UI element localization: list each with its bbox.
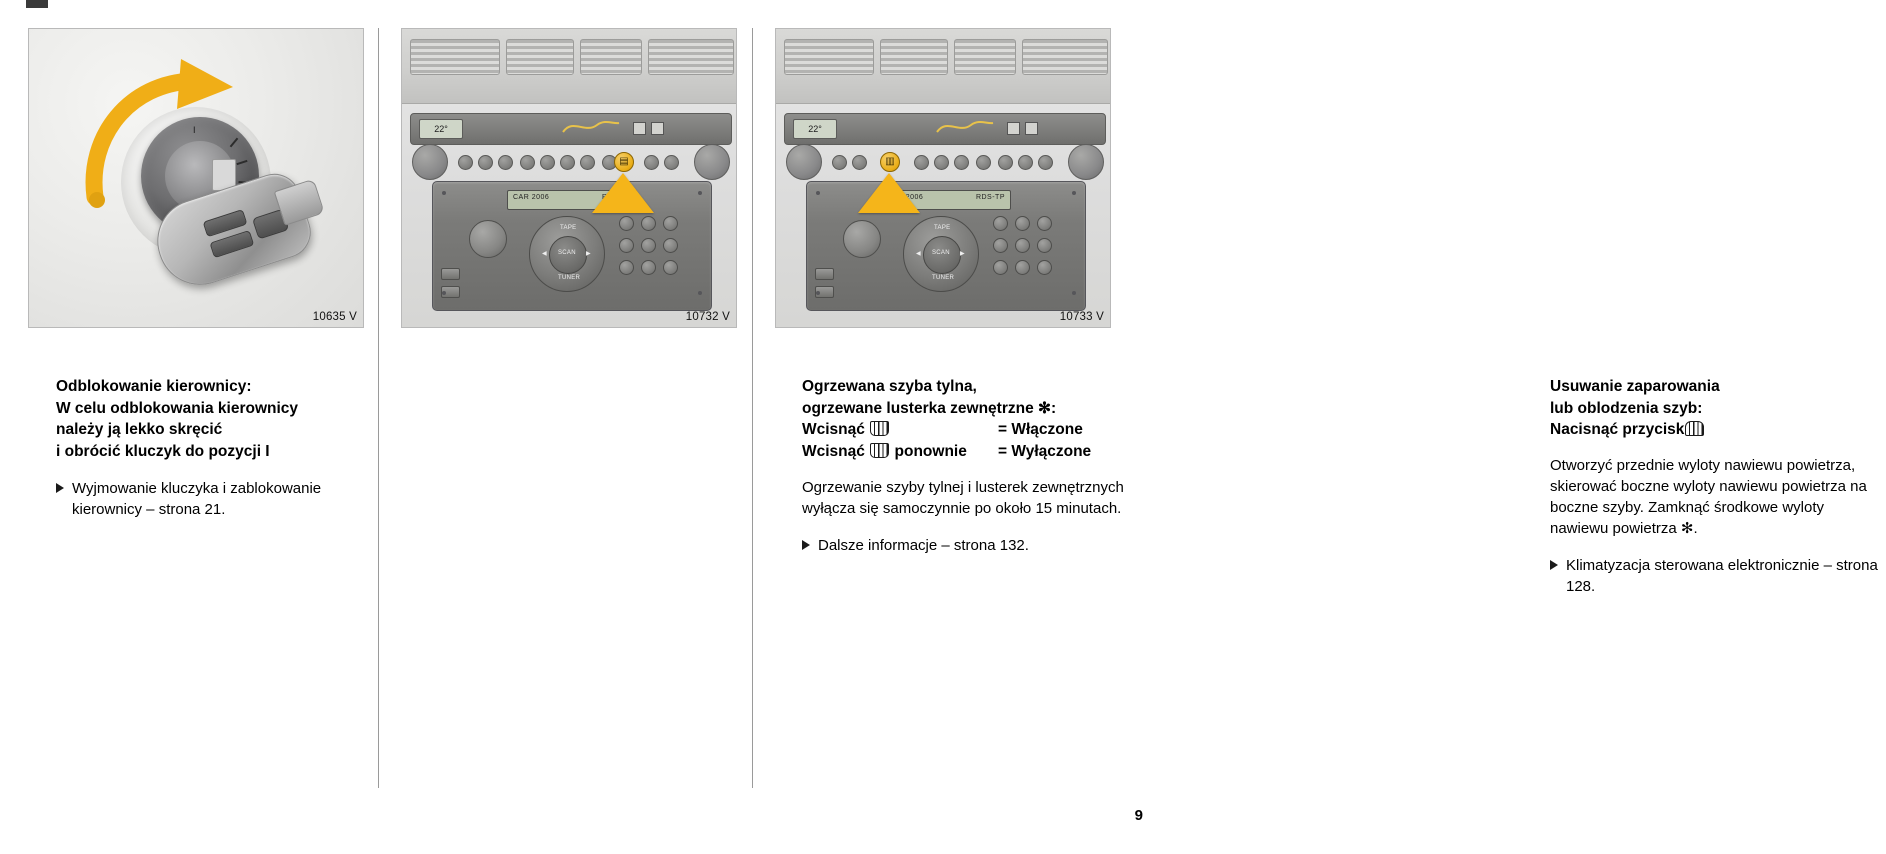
cross-reference-1-text: Wyjmowanie kluczyka i zablokowanie kierownicy – strona 21. bbox=[72, 480, 322, 518]
operation-row-off-value: = Wyłączone bbox=[998, 443, 1092, 460]
paragraph-3: Otworzyć przednie wyloty nawiewu powietrza, skierować boczne wyloty nawiewu powietrza na boczne szyby. Zamknąć środkowe wyloty nawiewu powietrza ✻. bbox=[1550, 456, 1867, 537]
console-dot-2 bbox=[442, 291, 446, 295]
radio-preset-3 bbox=[663, 216, 678, 231]
climate-button-4 bbox=[934, 155, 949, 170]
dashboard-top-panel bbox=[776, 29, 1110, 104]
steering-lock-key-figure bbox=[28, 28, 364, 328]
radio-preset-3 bbox=[1037, 216, 1052, 231]
heading-1-line-4: i obrócić kluczyk do pozycji I bbox=[56, 442, 270, 460]
radio-dial-label-tuner: TUNER bbox=[558, 275, 581, 281]
triangle-bullet-icon bbox=[802, 540, 810, 550]
rear-window-heating-button[interactable] bbox=[614, 152, 634, 172]
cross-reference-2-text: Dalsze informacje – strona 132. bbox=[818, 537, 1029, 554]
column-1 bbox=[28, 28, 364, 518]
heading-3-line-1: Usuwanie zaparowania bbox=[1550, 378, 1720, 395]
figure-code: 10732 V bbox=[685, 311, 730, 323]
radio-preset-8 bbox=[1015, 260, 1030, 275]
climate-knob-left bbox=[412, 144, 448, 180]
climate-button-6 bbox=[560, 155, 575, 170]
heading-1-line-2: W celu odblokowania kierownicy bbox=[56, 399, 299, 417]
air-vent-1 bbox=[410, 39, 500, 75]
radio-dial-prev-icon: ◀ bbox=[542, 251, 547, 257]
climate-temperature-display: 22° bbox=[419, 119, 463, 139]
cross-reference-2 bbox=[802, 535, 1138, 556]
climate-button-8 bbox=[1018, 155, 1033, 170]
climate-indicator-2 bbox=[1025, 122, 1038, 135]
radio-preset-8 bbox=[641, 260, 656, 275]
climate-button-3 bbox=[498, 155, 513, 170]
operation-row-off-key-text: Wcisnąć bbox=[802, 443, 865, 460]
radio-display-left-text: CAR 2006 bbox=[513, 194, 550, 201]
radio-dial-next-icon: ▶ bbox=[586, 251, 591, 257]
dashboard-top-panel bbox=[402, 29, 736, 104]
climate-knob-right bbox=[1068, 144, 1104, 180]
radio-preset-5 bbox=[641, 238, 656, 253]
radio-preset-grid bbox=[993, 216, 1067, 288]
operation-row-on-key bbox=[802, 419, 998, 441]
heading-3-line-2: lub oblodzenia szyb: bbox=[1550, 399, 1703, 417]
column-1-text bbox=[56, 376, 392, 520]
cross-reference-1 bbox=[56, 478, 392, 520]
climate-button-2 bbox=[852, 155, 867, 170]
radio-dial-label-tape: TAPE bbox=[934, 225, 951, 231]
radio-preset-6 bbox=[663, 238, 678, 253]
climate-button-9 bbox=[644, 155, 659, 170]
climate-indicator-1 bbox=[1007, 122, 1020, 135]
climate-knob-left bbox=[786, 144, 822, 180]
radio-dial-label-scan: SCAN bbox=[932, 250, 950, 256]
radio-eject-button bbox=[441, 268, 460, 280]
radio-display-left-text: CAR 2006 bbox=[887, 194, 924, 201]
operation-row-off-key bbox=[802, 441, 998, 463]
climate-button-9 bbox=[1038, 155, 1053, 170]
radio-preset-5 bbox=[1015, 238, 1030, 253]
climate-temperature-display: 22° bbox=[793, 119, 837, 139]
radio-volume-knob bbox=[469, 220, 507, 258]
air-vent-4 bbox=[648, 39, 734, 75]
airflow-wave-icon bbox=[935, 120, 995, 136]
operation-row-off-key-suffix: ponownie bbox=[894, 443, 967, 460]
radio-preset-4 bbox=[993, 238, 1008, 253]
windscreen-icon bbox=[1685, 421, 1704, 436]
page-number: 9 bbox=[1134, 807, 1143, 824]
windscreen-demist-console-figure bbox=[775, 28, 1111, 328]
radio-volume-knob bbox=[843, 220, 881, 258]
triangle-bullet-icon bbox=[56, 483, 64, 493]
console-dot-3 bbox=[1072, 191, 1076, 195]
climate-indicator-2 bbox=[651, 122, 664, 135]
heading-1 bbox=[56, 376, 392, 462]
radio-unit bbox=[432, 181, 712, 311]
console-dot-4 bbox=[698, 291, 702, 295]
climate-button-1 bbox=[832, 155, 847, 170]
operation-row-off bbox=[802, 441, 1138, 463]
climate-knob-right bbox=[694, 144, 730, 180]
climate-button-row bbox=[784, 143, 1104, 179]
radio-preset-9 bbox=[1037, 260, 1052, 275]
radio-unit bbox=[806, 181, 1086, 311]
climate-control-panel bbox=[410, 113, 732, 145]
radio-dial-prev-icon: ◀ bbox=[916, 251, 921, 257]
radio-preset-6 bbox=[1037, 238, 1052, 253]
radio-tuning-dial bbox=[529, 216, 605, 292]
cross-reference-3 bbox=[1550, 555, 1886, 597]
climate-control-panel bbox=[784, 113, 1106, 145]
heading-2-line-2: ogrzewane lusterka zewnętrzne ✻: bbox=[802, 399, 1057, 417]
climate-button-row bbox=[410, 143, 730, 179]
radio-preset-7 bbox=[619, 260, 634, 275]
climate-button-5 bbox=[540, 155, 555, 170]
corner-print-mark bbox=[26, 0, 48, 8]
radio-display-right-text: RDS-TP bbox=[601, 194, 631, 201]
heading-3 bbox=[1550, 376, 1886, 441]
radio-preset-1 bbox=[619, 216, 634, 231]
air-vent-1 bbox=[784, 39, 874, 75]
column-3-text bbox=[1550, 376, 1886, 597]
climate-button-7 bbox=[998, 155, 1013, 170]
radio-dial-label-tuner: TUNER bbox=[932, 275, 955, 281]
air-vent-3 bbox=[580, 39, 642, 75]
console-dot-4 bbox=[1072, 291, 1076, 295]
climate-button-6 bbox=[976, 155, 991, 170]
windscreen-icon: ▥ bbox=[885, 156, 895, 167]
air-vent-3 bbox=[954, 39, 1016, 75]
column-divider-2 bbox=[752, 28, 753, 788]
climate-button-5 bbox=[954, 155, 969, 170]
radio-preset-9 bbox=[663, 260, 678, 275]
radio-preset-4 bbox=[619, 238, 634, 253]
heading-1-line-3: należy ją lekko skręcić bbox=[56, 421, 223, 438]
air-vent-2 bbox=[506, 39, 574, 75]
climate-button-7 bbox=[580, 155, 595, 170]
radio-preset-7 bbox=[993, 260, 1008, 275]
dashboard-background bbox=[776, 29, 1110, 327]
operation-row-on bbox=[802, 419, 1138, 441]
air-vent-4 bbox=[1022, 39, 1108, 75]
climate-button-10 bbox=[664, 155, 679, 170]
heading-3-line-3-text: Nacisnąć przycisk bbox=[1550, 421, 1685, 438]
climate-indicator-1 bbox=[633, 122, 646, 135]
radio-preset-2 bbox=[1015, 216, 1030, 231]
console-dot-1 bbox=[816, 191, 820, 195]
paragraph-2: Ogrzewanie szyby tylnej i lusterek zewnętrznych wyłącza się samoczynnie po około 15 minutach. bbox=[802, 479, 1124, 517]
column-2-text bbox=[802, 376, 1138, 556]
radio-display-right-text: RDS-TP bbox=[975, 194, 1005, 201]
cross-reference-3-text: Klimatyzacja sterowana elektronicznie – strona 128. bbox=[1566, 556, 1878, 595]
radio-dial-label-scan: SCAN bbox=[558, 250, 576, 256]
figure-code: 10733 V bbox=[1059, 311, 1104, 323]
heading-2-line-1: Ogrzewana szyba tylna, bbox=[802, 378, 977, 395]
console-dot-3 bbox=[698, 191, 702, 195]
console-dot-1 bbox=[442, 191, 446, 195]
heading-3-line-3 bbox=[1550, 419, 1886, 441]
radio-preset-grid bbox=[619, 216, 693, 288]
console-dot-2 bbox=[816, 291, 820, 295]
radio-eject-button bbox=[815, 268, 834, 280]
rear-window-icon: ▤ bbox=[619, 156, 629, 167]
heading-1-line-1: Odblokowanie kierownicy: bbox=[56, 378, 252, 395]
dashboard-background bbox=[402, 29, 736, 327]
rear-window-icon bbox=[870, 421, 889, 436]
radio-dial-next-icon: ▶ bbox=[960, 251, 965, 257]
lock-position-label: I bbox=[193, 125, 196, 135]
figure-code: 10635 V bbox=[312, 311, 357, 323]
radio-tuning-dial bbox=[903, 216, 979, 292]
heading-2 bbox=[802, 376, 1138, 419]
operation-row-on-value: = Włączone bbox=[998, 421, 1083, 438]
rear-window-heating-console-figure bbox=[401, 28, 737, 328]
climate-button-1 bbox=[458, 155, 473, 170]
windscreen-demist-button[interactable] bbox=[880, 152, 900, 172]
triangle-bullet-icon bbox=[1550, 560, 1558, 570]
airflow-wave-icon bbox=[561, 120, 621, 136]
radio-dial-label-tape: TAPE bbox=[560, 225, 577, 231]
radio-preset-1 bbox=[993, 216, 1008, 231]
operation-row-on-key-text: Wcisnąć bbox=[802, 421, 865, 438]
rear-window-icon bbox=[870, 443, 889, 458]
radio-preset-2 bbox=[641, 216, 656, 231]
callout-arrow-icon bbox=[592, 173, 654, 213]
air-vent-2 bbox=[880, 39, 948, 75]
climate-button-2 bbox=[478, 155, 493, 170]
callout-arrow-icon bbox=[858, 173, 920, 213]
climate-button-3 bbox=[914, 155, 929, 170]
climate-button-4 bbox=[520, 155, 535, 170]
